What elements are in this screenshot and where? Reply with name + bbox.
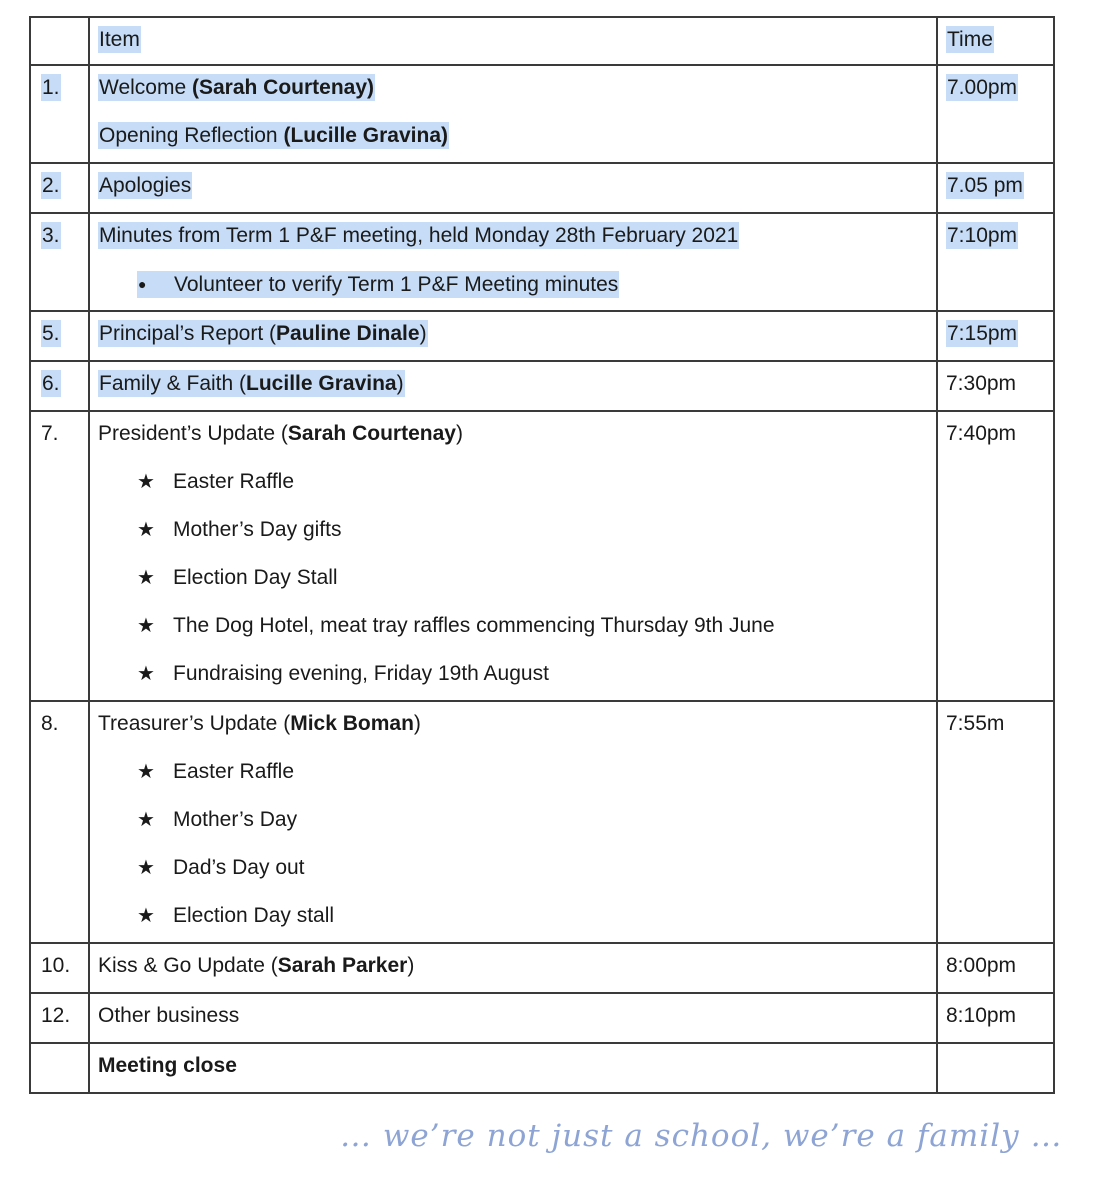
item-cell [89, 943, 937, 993]
item-time: 7:40pm [946, 422, 1017, 445]
item-cell [89, 993, 937, 1043]
star-icon: ★ [137, 761, 155, 783]
agenda-row [30, 411, 1054, 701]
item-time: 7:30pm [946, 372, 1017, 395]
item-cell [89, 411, 937, 701]
item-time: 7.05 pm [947, 174, 1023, 197]
item-time: 7:55m [946, 712, 1005, 735]
star-icon: ★ [137, 905, 155, 927]
agenda-row [30, 65, 1054, 163]
bullet-dot-icon: ● [138, 276, 147, 292]
item-number: 5. [42, 322, 60, 345]
item-cell [89, 1043, 937, 1093]
star-icon: ★ [137, 615, 155, 637]
school-tagline: … we’re not just a school, we’re a family … [340, 1118, 1063, 1154]
star-icon: ★ [137, 663, 155, 685]
agenda-row [30, 213, 1054, 311]
star-icon: ★ [137, 519, 155, 541]
item-title: President’s Update (Sarah Courtenay) [98, 422, 463, 445]
item-title: Apologies [99, 174, 192, 197]
item-cell [89, 65, 937, 163]
agenda-row [30, 1043, 1054, 1093]
sub-item: ★ Easter Raffle [90, 460, 936, 508]
agenda-row [30, 993, 1054, 1043]
item-title: Family & Faith (Lucille Gravina) [99, 372, 404, 395]
item-number: 1. [42, 76, 60, 99]
item-cell [89, 701, 937, 943]
item-title: Principal’s Report (Pauline Dinale) [99, 322, 427, 345]
item-cell [89, 163, 937, 213]
item-title: Treasurer’s Update (Mick Boman) [98, 712, 421, 735]
item-number: 8. [41, 712, 59, 735]
star-icon: ★ [137, 567, 155, 589]
agenda-row [30, 943, 1054, 993]
sub-item: ★ Dad’s Day out [90, 846, 936, 894]
item-number: 2. [42, 174, 60, 197]
sub-item: ★ Mother’s Day [90, 798, 936, 846]
item-title: Kiss & Go Update (Sarah Parker) [98, 954, 415, 977]
item-title: Other business [98, 1004, 240, 1027]
item-time: 7:10pm [947, 224, 1018, 247]
table-header-row [30, 17, 1054, 65]
item-title: Minutes from Term 1 P&F meeting, held Monday 28th February 2021 [99, 224, 739, 247]
header-time-cell [937, 17, 1054, 65]
sub-item: ● Volunteer to verify Term 1 P&F Meeting minutes [90, 262, 936, 310]
item-time: 8:10pm [946, 1004, 1017, 1027]
agenda-row [30, 701, 1054, 943]
sub-item: ★ Mother’s Day gifts [90, 508, 936, 556]
item-cell [89, 361, 937, 411]
header-item-label: Item [99, 28, 140, 51]
sub-item: ★ Election Day Stall [90, 556, 936, 604]
header-time-label: Time [947, 28, 993, 51]
item-title: Welcome (Sarah Courtenay) [99, 76, 375, 99]
item-time: 7.00pm [947, 76, 1018, 99]
sub-item: ★ Easter Raffle [90, 750, 936, 798]
item-time: 7:15pm [947, 322, 1018, 345]
item-number: 7. [41, 422, 59, 445]
agenda-row [30, 311, 1054, 361]
item-cell [89, 213, 937, 311]
item-number: 10. [41, 954, 71, 977]
star-icon: ★ [137, 471, 155, 493]
item-number: 6. [42, 372, 60, 395]
agenda-row [30, 163, 1054, 213]
star-icon: ★ [137, 857, 155, 879]
item-number: 3. [42, 224, 60, 247]
agenda-row [30, 361, 1054, 411]
item-number: 12. [41, 1004, 71, 1027]
item-time: 8:00pm [946, 954, 1017, 977]
sub-item: ★ Election Day stall [90, 894, 936, 942]
header-num-cell [30, 17, 89, 65]
star-icon: ★ [137, 809, 155, 831]
item-title: Opening Reflection (Lucille Gravina) [99, 124, 448, 147]
item-title: Meeting close [98, 1054, 237, 1077]
agenda-table [29, 16, 1055, 1094]
header-item-cell [89, 17, 937, 65]
sub-item: ★ The Dog Hotel, meat tray raffles commencing Thursday 9th June [90, 604, 936, 652]
sub-item: ★ Fundraising evening, Friday 19th August [90, 652, 936, 700]
item-cell [89, 311, 937, 361]
